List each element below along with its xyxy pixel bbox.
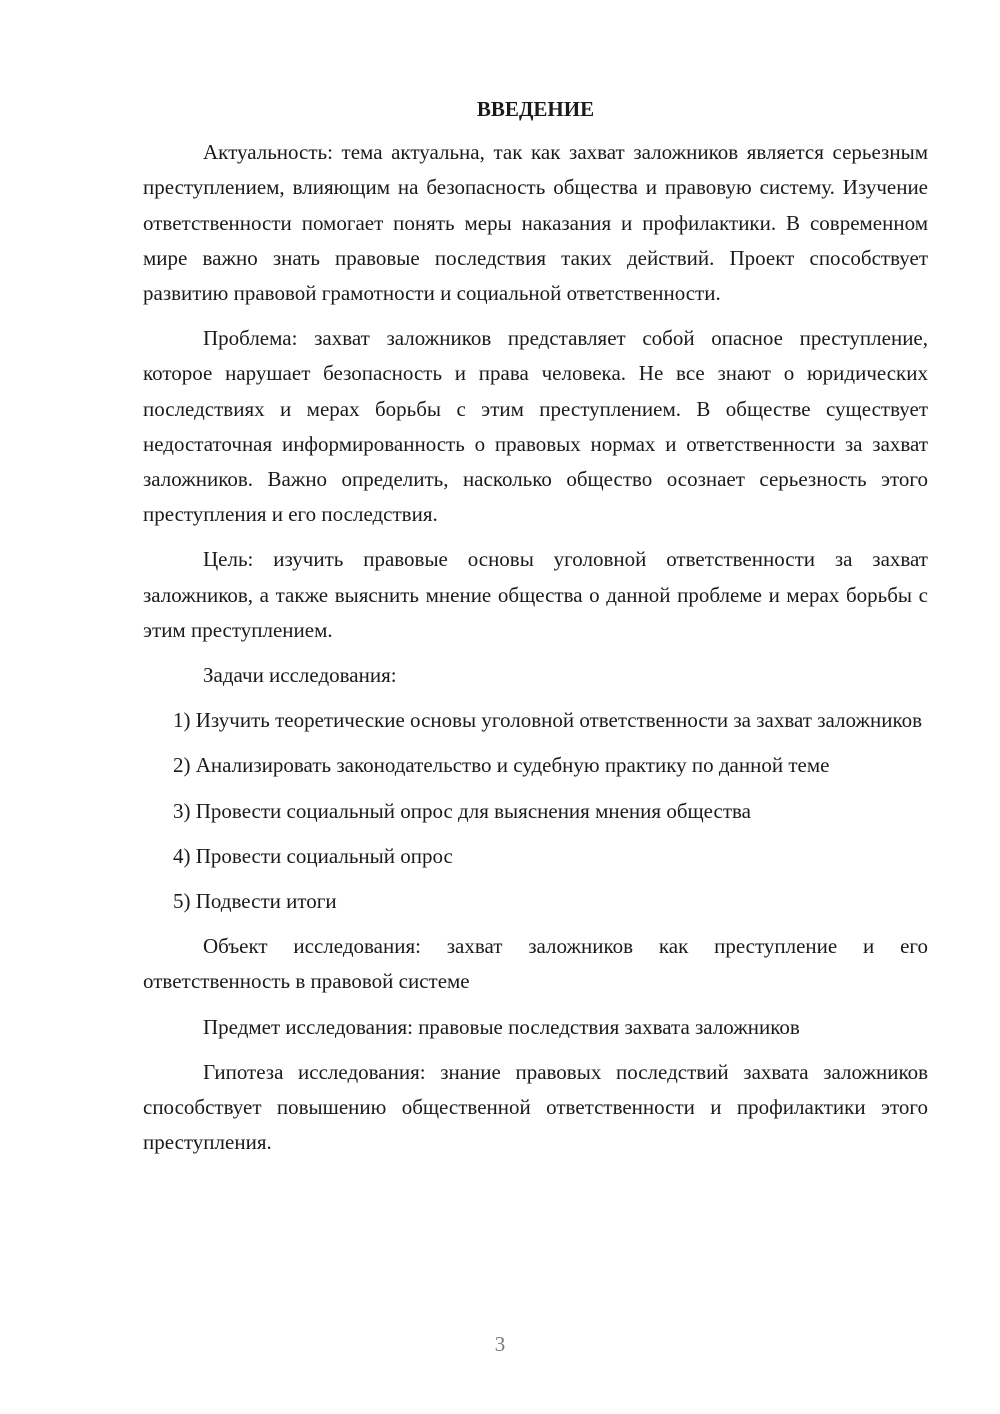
paragraph-subject: Предмет исследования: правовые последствия захвата заложников <box>203 1014 800 1039</box>
paragraph-goal: Цель: изучить правовые основы уголовной ответственности за захват заложников, а также выяснить мнение общества о данной проблеме и мерах борьбы с этим преступлением. <box>143 547 928 642</box>
paragraph-object: Объект исследования: захват заложников как преступление и его ответственность в правовой системе <box>143 934 928 994</box>
page-number: 3 <box>494 1332 506 1356</box>
task-item-5: 5) Подвести итоги <box>173 889 337 914</box>
document-body <box>143 92 928 1170</box>
task-item-2: 2) Анализировать законодательство и судебную практику по данной теме <box>173 753 830 778</box>
paragraph-tasks-intro: Задачи исследования: <box>203 663 397 688</box>
task-item-4: 4) Провести социальный опрос <box>173 843 453 868</box>
paragraph-hypothesis: Гипотеза исследования: знание правовых последствий захвата заложников способствует повышению общественной ответственности и профилактики этого преступления. <box>143 1059 928 1155</box>
task-item-1: 1) Изучить теоретические основы уголовной ответственности за захват заложников <box>173 708 922 733</box>
task-item-3: 3) Провести социальный опрос для выяснения мнения общества <box>173 798 751 823</box>
paragraph-relevance: Актуальность: тема актуальна, так как захват заложников является серьезным преступлением, влияющим на безопасность общества и правовую систему. Изучение ответственности помогает понять меры наказания и профилактики. В современном мире важно знать правовые последствия таких действий. Проект способствует развитию правовой грамотности и социальной ответственности. <box>143 140 928 306</box>
section-heading: ВВЕДЕНИЕ <box>476 97 595 121</box>
paragraph-problem: Проблема: захват заложников представляет собой опасное преступление, которое нарушает безопасность и права человека. Не все знают о юридических последствиях и мерах борьбы с этим преступлением. В обществе существует недостаточная информированность о правовых нормах и ответственности за захват заложников. Важно определить, насколько общество осознает серьезность этого преступления и его последствия. <box>143 326 928 527</box>
